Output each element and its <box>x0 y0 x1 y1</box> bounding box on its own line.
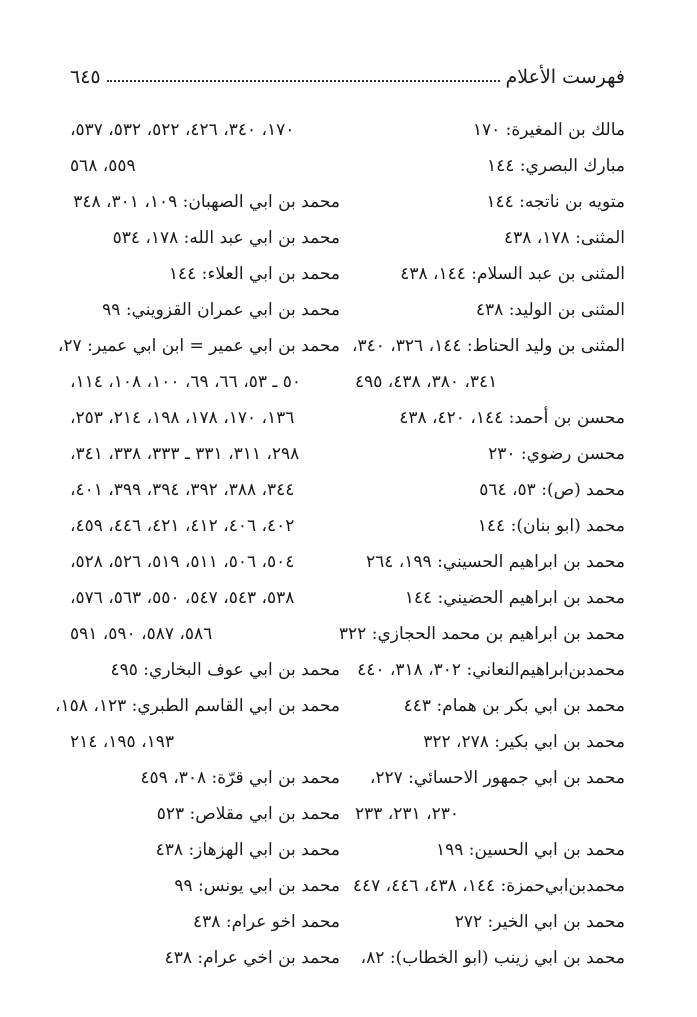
index-title: فهرست الأعلام <box>505 66 625 88</box>
index-entry: محمد بن ابي القاسم الطبري: ١٢٣، ١٥٨، <box>55 696 340 716</box>
index-entry-continuation: ٥٠ ـ ٥٣، ٦٦، ٦٩، ١٠٠، ١٠٨، ١١٤، <box>70 372 302 392</box>
index-entry: محمد بن ابي بكير: ٢٧٨، ٣٢٢ <box>423 732 625 752</box>
index-entry: المثنى بن وليد الحناط: ١٤٤، ٣٢٦، ٣٤٠، <box>351 336 625 356</box>
index-entry-continuation: ١٧٠، ٣٤٠، ٤٢٦، ٥٢٢، ٥٣٢، ٥٣٧، <box>70 120 295 140</box>
index-entry: محمد بن اخي عرام: ٤٣٨ <box>164 948 340 968</box>
index-entry-continuation: ٢٩٨، ٣١١، ٣٣١ ـ ٣٣٣، ٣٣٨، ٣٤١، <box>70 444 300 464</box>
index-entry-continuation: ٣٤١، ٣٨٠، ٤٣٨، ٤٩٥ <box>355 372 498 392</box>
index-column-right <box>338 112 625 976</box>
index-entry: محسن رضوي: ٢٣٠ <box>488 444 625 464</box>
index-entry: محمد بن ابي الهزهاز: ٤٣٨ <box>155 840 340 860</box>
index-entry: محمد بن ابي عمران القزويني: ٩٩ <box>102 300 340 320</box>
index-entry: محمد اخو عرام: ٤٣٨ <box>193 912 340 932</box>
index-entry-continuation: ١٩٣، ١٩٥، ٢١٤ <box>70 732 174 752</box>
index-entry: محمد بن ابي يونس: ٩٩ <box>174 876 340 896</box>
index-entry: محمد (ابو بنان): ١٤٤ <box>477 516 625 536</box>
index-entry: محمد بن ابي الصهبان: ١٠٩، ٣٠١، ٣٤٨ <box>73 192 340 212</box>
index-entry: محمدبن‌ابراهيم‌النعاني: ٣٠٢، ٣١٨، ٤٤٠ <box>357 660 625 680</box>
index-entry: محمد بن ابي الحسين: ١٩٩ <box>436 840 625 860</box>
index-entry-continuation: ٥٥٩، ٥٦٨ <box>70 156 136 176</box>
index-entry: محمد بن ابي زينب (ابو الخطاب): ٨٢، <box>360 948 625 968</box>
index-entry-continuation: ١٣٦، ١٧٠، ١٧٨، ١٩٨، ٢١٤، ٢٥٣، <box>70 408 295 428</box>
index-entry-continuation: ٥٣٨، ٥٤٣، ٥٤٧، ٥٥٠، ٥٦٣، ٥٧٦، <box>70 588 295 608</box>
index-entry: محمد بن ابي عوف البخاري: ٤٩٥ <box>110 660 340 680</box>
page-number: ٦٤٥ <box>70 66 101 88</box>
dot-leader <box>107 80 500 82</box>
index-entry: مبارك البصري: ١٤٤ <box>486 156 625 176</box>
index-entry: محمد بن ابي جمهور الاحسائي: ٢٢٧، <box>369 768 625 788</box>
index-entry-continuation: ٥٠٤، ٥٠٦، ٥١١، ٥١٩، ٥٢٦، ٥٢٨، <box>70 552 295 572</box>
index-column-left <box>55 112 340 976</box>
index-entry: محمد بن ابي عمير = ابن ابي عمير: ٢٧، <box>57 336 340 356</box>
index-entry: متويه بن ناتجه: ١٤٤ <box>486 192 625 212</box>
index-entry-continuation: ٥٨٦، ٥٨٧، ٥٩٠، ٥٩١ <box>70 624 213 644</box>
index-entry: محمدبن‌ابي‌حمزة: ١٤٤، ٤٣٨، ٤٤٦، ٤٤٧ <box>352 876 625 896</box>
running-header <box>70 62 625 92</box>
index-entry: محمد بن ابي العلاء: ١٤٤ <box>168 264 340 284</box>
index-entry: محمد بن ابي عبد الله: ١٧٨، ٥٣٤ <box>112 228 340 248</box>
index-entry-continuation: ٤٠٢، ٤٠٦، ٤١٢، ٤٢١، ٤٤٦، ٤٥٩، <box>70 516 295 536</box>
index-entry: المثنى: ١٧٨، ٤٣٨ <box>504 228 625 248</box>
index-entry: محمد بن ابراهيم الحسيني: ١٩٩، ٢٦٤ <box>366 552 625 572</box>
index-entry: محمد (ص): ٥٣، ٥٦٤ <box>479 480 625 500</box>
index-entry: محمد بن ابي الخير: ٢٧٢ <box>454 912 625 932</box>
index-entry-continuation: ٢٣٠، ٢٣١، ٢٣٣ <box>355 804 459 824</box>
index-entry: المثنى بن الوليد: ٤٣٨ <box>475 300 625 320</box>
index-entry: محمد بن ابراهيم بن محمد الحجازي: ٣٢٢ <box>338 624 625 644</box>
index-entry-continuation: ٣٤٤، ٣٨٨، ٣٩٢، ٣٩٤، ٣٩٩، ٤٠١، <box>70 480 295 500</box>
index-entry: محمد بن ابي مقلاص: ٥٢٣ <box>156 804 340 824</box>
index-entry: محسن بن أحمد: ١٤٤، ٤٢٠، ٤٣٨ <box>399 408 625 428</box>
index-entry: محمد بن ابراهيم الحضيني: ١٤٤ <box>404 588 625 608</box>
index-entry: محمد بن ابي بكر بن همام: ٤٤٣ <box>403 696 625 716</box>
index-entry: مالك بن المغيرة: ١٧٠ <box>472 120 625 140</box>
index-entry: المثنى بن عبد السلام: ١٤٤، ٤٣٨ <box>400 264 625 284</box>
index-entry: محمد بن ابي قرّة: ٣٠٨، ٤٥٩ <box>140 768 340 788</box>
